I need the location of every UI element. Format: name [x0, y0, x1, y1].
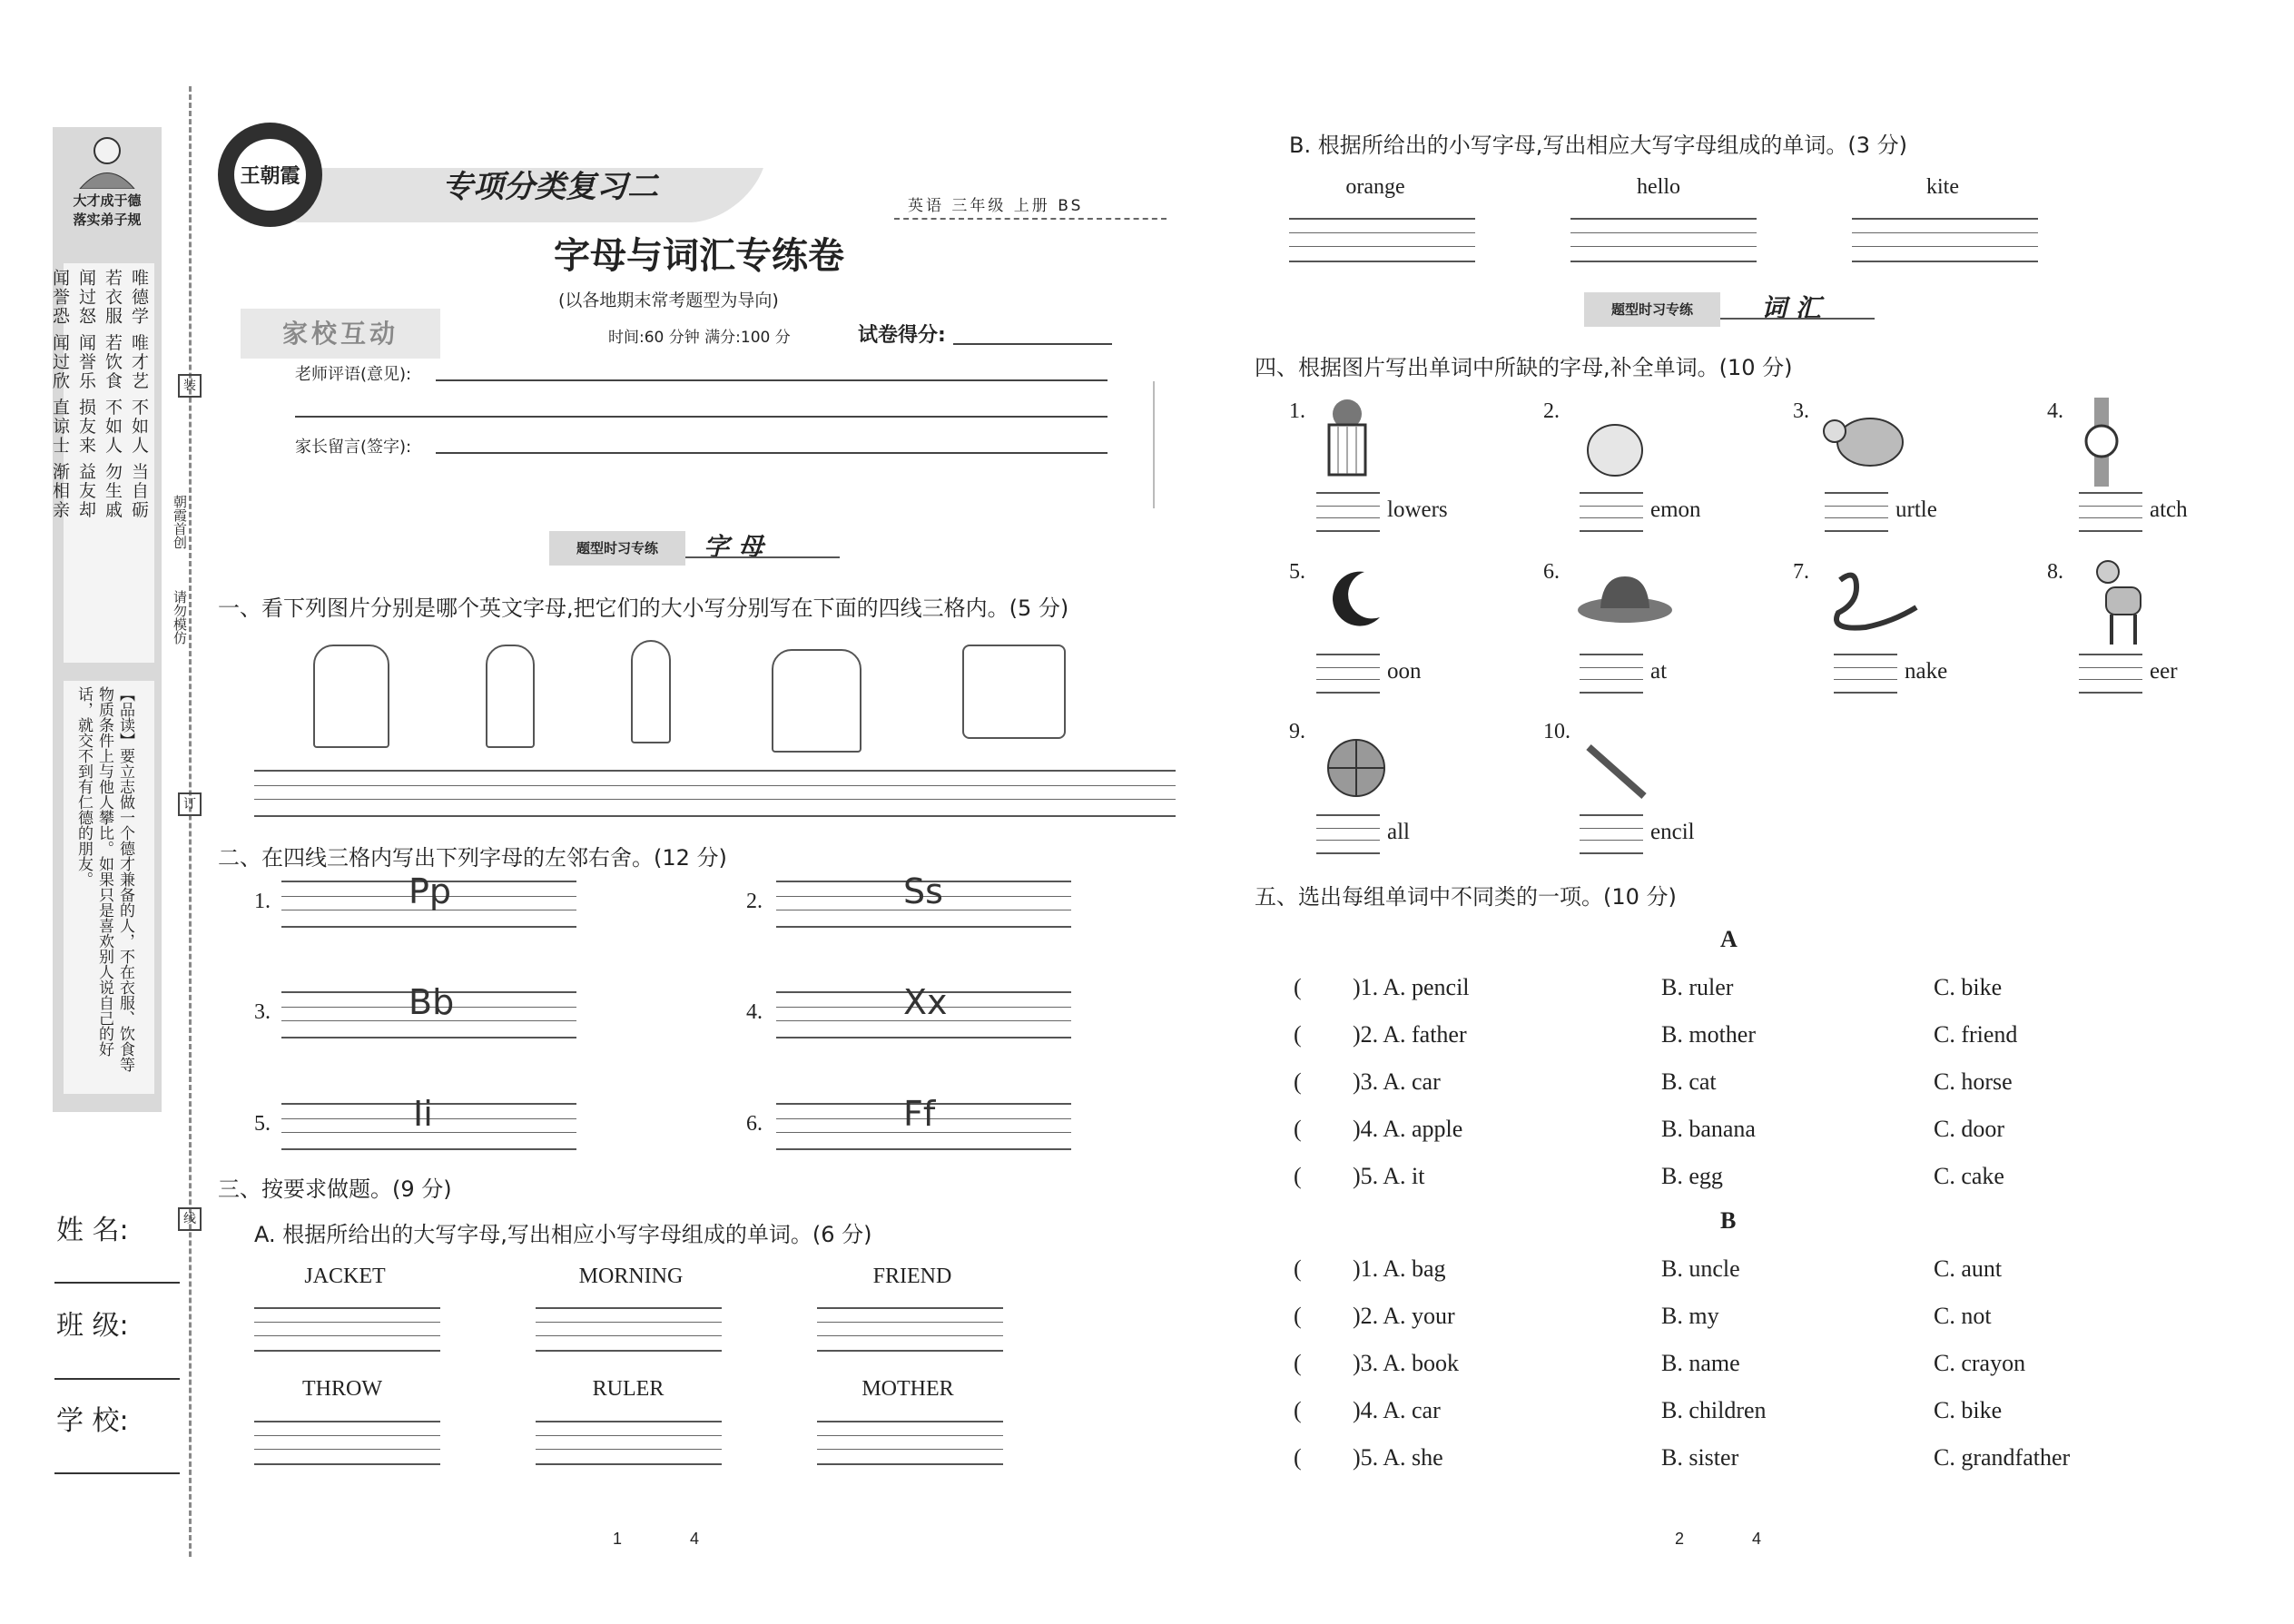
- child-figure-image: [71, 134, 143, 189]
- option-c: C. friend: [1934, 1021, 2018, 1048]
- part4-suffix-1: lowers: [1387, 497, 1448, 522]
- part3-word-kite: kite: [1926, 175, 1959, 199]
- vocab-banner-title: 词 汇: [1761, 293, 1821, 323]
- answer-bracket[interactable]: (: [1294, 1255, 1302, 1282]
- option-c: C. crayon: [1934, 1350, 2026, 1376]
- part2-num-3: 3.: [254, 1000, 271, 1024]
- part3-word-orange: orange: [1345, 175, 1405, 199]
- answer-bracket[interactable]: (: [1294, 1021, 1302, 1048]
- option-c: C. aunt: [1934, 1255, 2003, 1282]
- option-a: )4. A. car: [1353, 1397, 1441, 1423]
- part4-num-5: 5.: [1289, 560, 1305, 584]
- part2-num-6: 6.: [746, 1112, 763, 1136]
- part3-word-hello: hello: [1637, 175, 1680, 199]
- option-b: B. uncle: [1661, 1255, 1740, 1282]
- part2-letters-6: Ff: [903, 1094, 936, 1134]
- option-a: )5. A. it: [1353, 1163, 1425, 1189]
- part4-blank-3[interactable]: [1825, 492, 1888, 532]
- option-b: B. ruler: [1661, 974, 1734, 1000]
- part2-title: 二、在四线三格内写出下列字母的左邻右舍。(12 分): [218, 845, 727, 871]
- cut-line: [189, 86, 192, 1557]
- section-title: 专项分类复习二: [442, 169, 658, 205]
- answer-bracket[interactable]: (: [1294, 1303, 1302, 1329]
- pencil-icon: [1584, 740, 1649, 805]
- motto: [56, 191, 158, 229]
- part4-suffix-8: eer: [2150, 659, 2178, 684]
- right-page-number: 2: [1675, 1530, 1685, 1548]
- part2-num-5: 5.: [254, 1112, 271, 1136]
- letter-l-figure-image: [772, 649, 861, 753]
- option-b: B. name: [1661, 1350, 1740, 1376]
- dizi-col-1: 唯德学 唯才艺 不如人 当自砺: [129, 269, 149, 520]
- school-field[interactable]: [54, 1472, 180, 1474]
- part3-lines-ruler[interactable]: [536, 1421, 722, 1465]
- score-field[interactable]: [953, 343, 1112, 345]
- option-a: )1. A. pencil: [1353, 974, 1470, 1000]
- part4-blank-1[interactable]: [1316, 492, 1380, 532]
- deer-icon: [2088, 556, 2151, 646]
- letters-banner-arrow: [685, 556, 840, 558]
- part4-num-2: 2.: [1543, 399, 1560, 423]
- lemon-icon: [1584, 418, 1649, 483]
- ball-icon: [1325, 737, 1391, 802]
- part2-letters-4: Xx: [903, 982, 948, 1022]
- turtle-icon: [1820, 404, 1911, 469]
- part4-suffix-6: at: [1650, 659, 1668, 684]
- letter-f-figure-image: [486, 645, 535, 748]
- letters-banner-label: 题型时习专练: [549, 531, 685, 566]
- group-a-heading: A: [1720, 926, 1738, 952]
- name-field[interactable]: [54, 1282, 180, 1284]
- answer-bracket[interactable]: (: [1294, 1163, 1302, 1189]
- part4-blank-2[interactable]: [1580, 492, 1643, 532]
- option-b: B. banana: [1661, 1116, 1756, 1142]
- option-a: )3. A. car: [1353, 1068, 1441, 1095]
- parent-comment-label: 家长留言(签字):: [295, 438, 412, 457]
- timing-text: 时间:60 分钟 满分:100 分: [608, 329, 791, 347]
- option-c: C. not: [1934, 1303, 1992, 1329]
- answer-bracket[interactable]: (: [1294, 1116, 1302, 1142]
- main-title: 字母与词汇专练卷: [554, 235, 844, 277]
- answer-bracket[interactable]: (: [1294, 1350, 1302, 1376]
- dizi-col-2: 若衣服 若饮食 不如人 勿生戚: [103, 269, 123, 520]
- dizi-gui-box: [50, 263, 154, 663]
- vocab-banner: [1584, 292, 1884, 332]
- logo-inner: [234, 139, 306, 211]
- option-b: B. egg: [1661, 1163, 1723, 1189]
- option-a: )2. A. father: [1353, 1021, 1467, 1048]
- part2-letters-1: Pp: [409, 871, 452, 911]
- letter-t-figure-image: [962, 645, 1066, 739]
- dizi-col-4: 闻誉恐 闻过欣 直谅士 渐相亲: [50, 269, 70, 520]
- logo-text: 王朝霞: [240, 165, 300, 188]
- part4-num-8: 8.: [2047, 560, 2063, 584]
- motto-line-1: 大才成于德: [73, 192, 142, 209]
- part4-blank-9[interactable]: [1316, 814, 1380, 854]
- option-c: C. bike: [1934, 974, 2003, 1000]
- hat-icon: [1575, 572, 1675, 637]
- left-page-total: 4: [690, 1530, 700, 1548]
- teacher-comment-field[interactable]: [436, 379, 1108, 381]
- part4-blank-10[interactable]: [1580, 814, 1643, 854]
- letter-e-figure-image: [313, 645, 389, 748]
- part2-letters-2: Ss: [903, 871, 943, 911]
- letters-banner: [549, 531, 849, 571]
- option-c: C. bike: [1934, 1397, 2003, 1423]
- part4-num-6: 6.: [1543, 560, 1560, 584]
- right-page-total: 4: [1752, 1530, 1762, 1548]
- score-label: 试卷得分:: [858, 324, 946, 347]
- part3-lines-jacket[interactable]: [254, 1307, 440, 1352]
- pindu-box: [64, 681, 154, 1094]
- part2-num-1: 1.: [254, 890, 271, 913]
- option-a: )1. A. bag: [1353, 1255, 1446, 1282]
- answer-bracket[interactable]: (: [1294, 974, 1302, 1000]
- part4-suffix-2: emon: [1650, 497, 1701, 522]
- part1-writing-lines[interactable]: [254, 770, 1176, 817]
- option-c: C. door: [1934, 1116, 2004, 1142]
- option-b: B. my: [1661, 1303, 1719, 1329]
- snake-icon: [1829, 567, 1920, 633]
- side-note-original: 朝霞首创: [172, 495, 188, 549]
- stamp-xian: 线: [178, 1207, 202, 1231]
- option-c: C. grandfather: [1934, 1444, 2071, 1471]
- option-a: )3. A. book: [1353, 1350, 1459, 1376]
- option-b: B. mother: [1661, 1021, 1756, 1048]
- part2-letters-5: Ii: [413, 1094, 433, 1134]
- part3-word-jacket: JACKET: [304, 1265, 386, 1288]
- part4-blank-6[interactable]: [1580, 654, 1643, 694]
- subject-line: 英语 三年级 上册 BS: [908, 197, 1084, 215]
- part4-num-1: 1.: [1289, 399, 1305, 423]
- part3-lines-kite[interactable]: [1852, 218, 2038, 262]
- flower-pot-icon: [1314, 399, 1380, 465]
- option-b: B. cat: [1661, 1068, 1717, 1095]
- guide-text: (以各地期末常考题型为导向): [558, 290, 779, 310]
- option-c: C. cake: [1934, 1163, 2004, 1189]
- option-a: )5. A. she: [1353, 1444, 1443, 1471]
- school-label: 学 校:: [56, 1405, 129, 1437]
- name-label: 姓 名:: [56, 1215, 129, 1246]
- part4-num-4: 4.: [2047, 399, 2063, 423]
- part5-title: 五、选出每组单词中不同类的一项。(10 分): [1255, 884, 1677, 910]
- part3-b-title: B. 根据所给出的小写字母,写出相应大写字母组成的单词。(3 分): [1289, 133, 1907, 158]
- part3-word-throw: THROW: [302, 1377, 382, 1401]
- class-field[interactable]: [54, 1378, 180, 1380]
- side-note-no-copy: 请勿模仿: [172, 590, 188, 645]
- option-b: B. sister: [1661, 1444, 1739, 1471]
- option-a: )2. A. your: [1353, 1303, 1455, 1329]
- teacher-comment-label: 老师评语(意见):: [295, 365, 412, 384]
- pindu-text: 【品读】要立志做一个德才兼备的人，不在衣服、饮食等物质条件上与他人攀比。如果只是喜欢别人说自己的好话，就交不到有仁德的朋友。: [74, 686, 134, 1072]
- vocab-banner-label: 题型时习专练: [1584, 292, 1720, 327]
- part3-title: 三、按要求做题。(9 分): [218, 1176, 452, 1202]
- parent-comment-field[interactable]: [436, 452, 1108, 454]
- part4-suffix-9: all: [1387, 820, 1410, 844]
- part4-num-3: 3.: [1793, 399, 1809, 423]
- part4-title: 四、根据图片写出单词中所缺的字母,补全单词。(10 分): [1255, 355, 1793, 380]
- part3-lines-throw[interactable]: [254, 1421, 440, 1465]
- dizi-col-3: 闻过怒 闻誉乐 损友来 益友却: [76, 269, 96, 520]
- vocab-banner-arrow: [1720, 318, 1875, 320]
- stamp-ding: 订: [178, 792, 202, 816]
- part3-a-title: A. 根据所给出的大写字母,写出相应小写字母组成的单词。(6 分): [254, 1222, 872, 1247]
- answer-bracket[interactable]: (: [1294, 1444, 1302, 1471]
- part1-title: 一、看下列图片分别是哪个英文字母,把它们的大小写分别写在下面的四线三格内。(5 分): [218, 595, 1069, 621]
- part2-letters-3: Bb: [409, 982, 455, 1022]
- part4-num-10: 10.: [1543, 720, 1570, 743]
- part4-suffix-7: nake: [1905, 659, 1948, 684]
- part3-lines-mother[interactable]: [817, 1421, 1003, 1465]
- moon-icon: [1324, 567, 1389, 633]
- answer-bracket[interactable]: (: [1294, 1397, 1302, 1423]
- part3-lines-hello[interactable]: [1570, 218, 1757, 262]
- watch-icon: [2083, 398, 2120, 487]
- part4-suffix-3: urtle: [1895, 497, 1937, 522]
- answer-bracket[interactable]: (: [1294, 1068, 1302, 1095]
- letter-h-figure-image: [631, 640, 671, 743]
- part4-blank-8[interactable]: [2079, 654, 2142, 694]
- part3-word-friend: FRIEND: [872, 1265, 952, 1288]
- group-b-heading: B: [1720, 1207, 1737, 1234]
- option-a: )4. A. apple: [1353, 1116, 1463, 1142]
- teacher-comment-line-2[interactable]: [295, 416, 1108, 418]
- part4-suffix-4: atch: [2150, 497, 2188, 522]
- part3-word-morning: MORNING: [578, 1265, 684, 1288]
- part4-blank-4[interactable]: [2079, 492, 2142, 532]
- stamp-zhuang: 装: [178, 374, 202, 398]
- part3-word-ruler: RULER: [592, 1377, 665, 1401]
- option-c: C. horse: [1934, 1068, 2013, 1095]
- part3-word-mother: MOTHER: [861, 1377, 954, 1401]
- home-school-banner: 家校互动: [241, 309, 440, 359]
- part4-blank-5[interactable]: [1316, 654, 1380, 694]
- letters-banner-title: 字 母: [704, 532, 763, 562]
- part2-num-4: 4.: [746, 1000, 763, 1024]
- header-deco-bar: [1126, 381, 1155, 508]
- part2-num-2: 2.: [746, 890, 763, 913]
- part3-lines-orange[interactable]: [1289, 218, 1475, 262]
- class-label: 班 级:: [56, 1310, 129, 1342]
- left-page-number: 1: [613, 1530, 623, 1548]
- part4-suffix-10: encil: [1650, 820, 1695, 844]
- option-b: B. children: [1661, 1397, 1767, 1423]
- part4-num-7: 7.: [1793, 560, 1809, 584]
- subject-underline: [894, 218, 1167, 220]
- part3-lines-friend[interactable]: [817, 1307, 1003, 1352]
- part4-num-9: 9.: [1289, 720, 1305, 743]
- part4-suffix-5: oon: [1387, 659, 1422, 684]
- motto-line-2: 落实弟子规: [73, 212, 142, 228]
- part3-lines-morning[interactable]: [536, 1307, 722, 1352]
- part4-blank-7[interactable]: [1834, 654, 1897, 694]
